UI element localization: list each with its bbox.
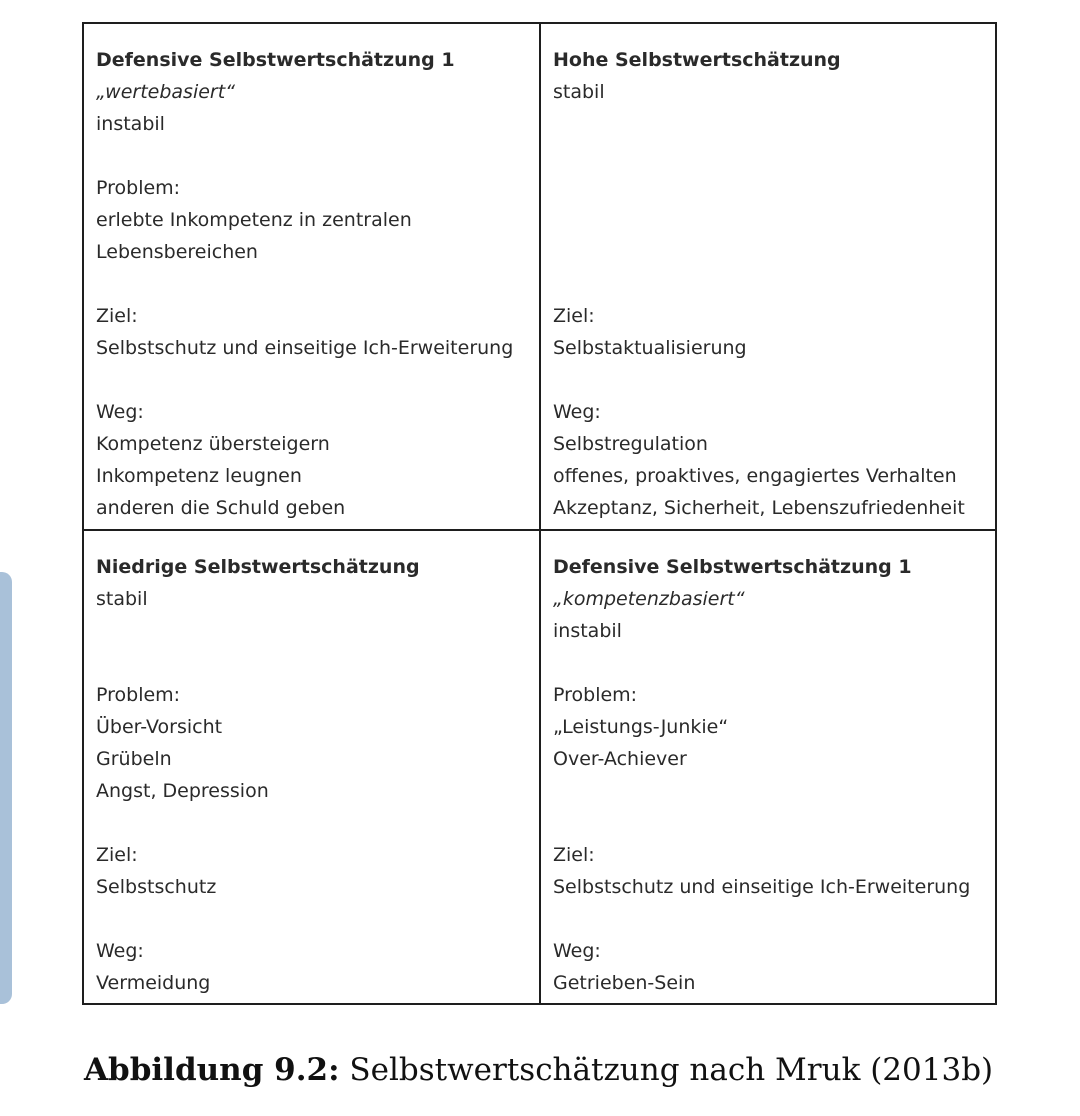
ziel-text: Selbstschutz und einseitige Ich-Erweiterung <box>96 337 514 359</box>
problem-line: „Leistungs-Junkie“ <box>553 716 729 738</box>
side-tab-marker <box>0 572 12 1004</box>
problem-label: Problem: <box>96 684 181 706</box>
weg-label: Weg: <box>96 401 144 423</box>
cell-title: Defensive Selbstwertschätzung 1 <box>96 49 455 71</box>
problem-line: Over-Achiever <box>553 748 687 770</box>
weg-line: Akzeptanz, Sicherheit, Lebenszufriedenheit <box>553 497 965 519</box>
ziel-label: Ziel: <box>96 305 138 327</box>
weg-label: Weg: <box>553 940 601 962</box>
problem-line: Grübeln <box>96 748 172 770</box>
cell-stability: instabil <box>96 113 165 135</box>
cell-high-self-esteem <box>541 24 997 531</box>
weg-label: Weg: <box>96 940 144 962</box>
problem-line: Lebensbereichen <box>96 241 258 263</box>
ziel-text: Selbstschutz <box>96 876 217 898</box>
weg-line: anderen die Schuld geben <box>96 497 346 519</box>
weg-label: Weg: <box>553 401 601 423</box>
cell-low-self-esteem <box>84 531 541 1003</box>
cell-stability: stabil <box>553 81 605 103</box>
cell-title: Niedrige Selbstwertschätzung <box>96 556 420 578</box>
weg-line: Selbstregulation <box>553 433 708 455</box>
cell-defensive-value-based <box>84 24 541 531</box>
cell-defensive-competence-based <box>541 531 997 1003</box>
problem-label: Problem: <box>96 177 181 199</box>
problem-line: erlebte Inkompetenz in zentralen <box>96 209 412 231</box>
caption-label: Abbildung 9.2: <box>84 1052 340 1088</box>
caption-text: Selbstwertschätzung nach Mruk (2013b) <box>339 1052 994 1088</box>
weg-line: Inkompetenz leugnen <box>96 465 302 487</box>
weg-line: offenes, proaktives, engagiertes Verhalten <box>553 465 957 487</box>
ziel-text: Selbstaktualisierung <box>553 337 747 359</box>
ziel-text: Selbstschutz und einseitige Ich-Erweiterung <box>553 876 971 898</box>
cell-stability: stabil <box>96 588 148 610</box>
weg-line: Vermeidung <box>96 972 211 994</box>
weg-line: Getrieben-Sein <box>553 972 696 994</box>
problem-line: Angst, Depression <box>96 780 269 802</box>
ziel-label: Ziel: <box>96 844 138 866</box>
cell-subtitle: „wertebasiert“ <box>96 81 236 103</box>
cell-subtitle: „kompetenzbasiert“ <box>553 588 745 610</box>
cell-title: Hohe Selbstwertschätzung <box>553 49 841 71</box>
ziel-label: Ziel: <box>553 305 595 327</box>
ziel-label: Ziel: <box>553 844 595 866</box>
problem-line: Über-Vorsicht <box>96 716 223 738</box>
figure-caption <box>84 1052 993 1088</box>
weg-line: Kompetenz übersteigern <box>96 433 330 455</box>
cell-title: Defensive Selbstwertschätzung 1 <box>553 556 912 578</box>
problem-label: Problem: <box>553 684 638 706</box>
self-esteem-matrix <box>82 22 997 1005</box>
cell-stability: instabil <box>553 620 622 642</box>
